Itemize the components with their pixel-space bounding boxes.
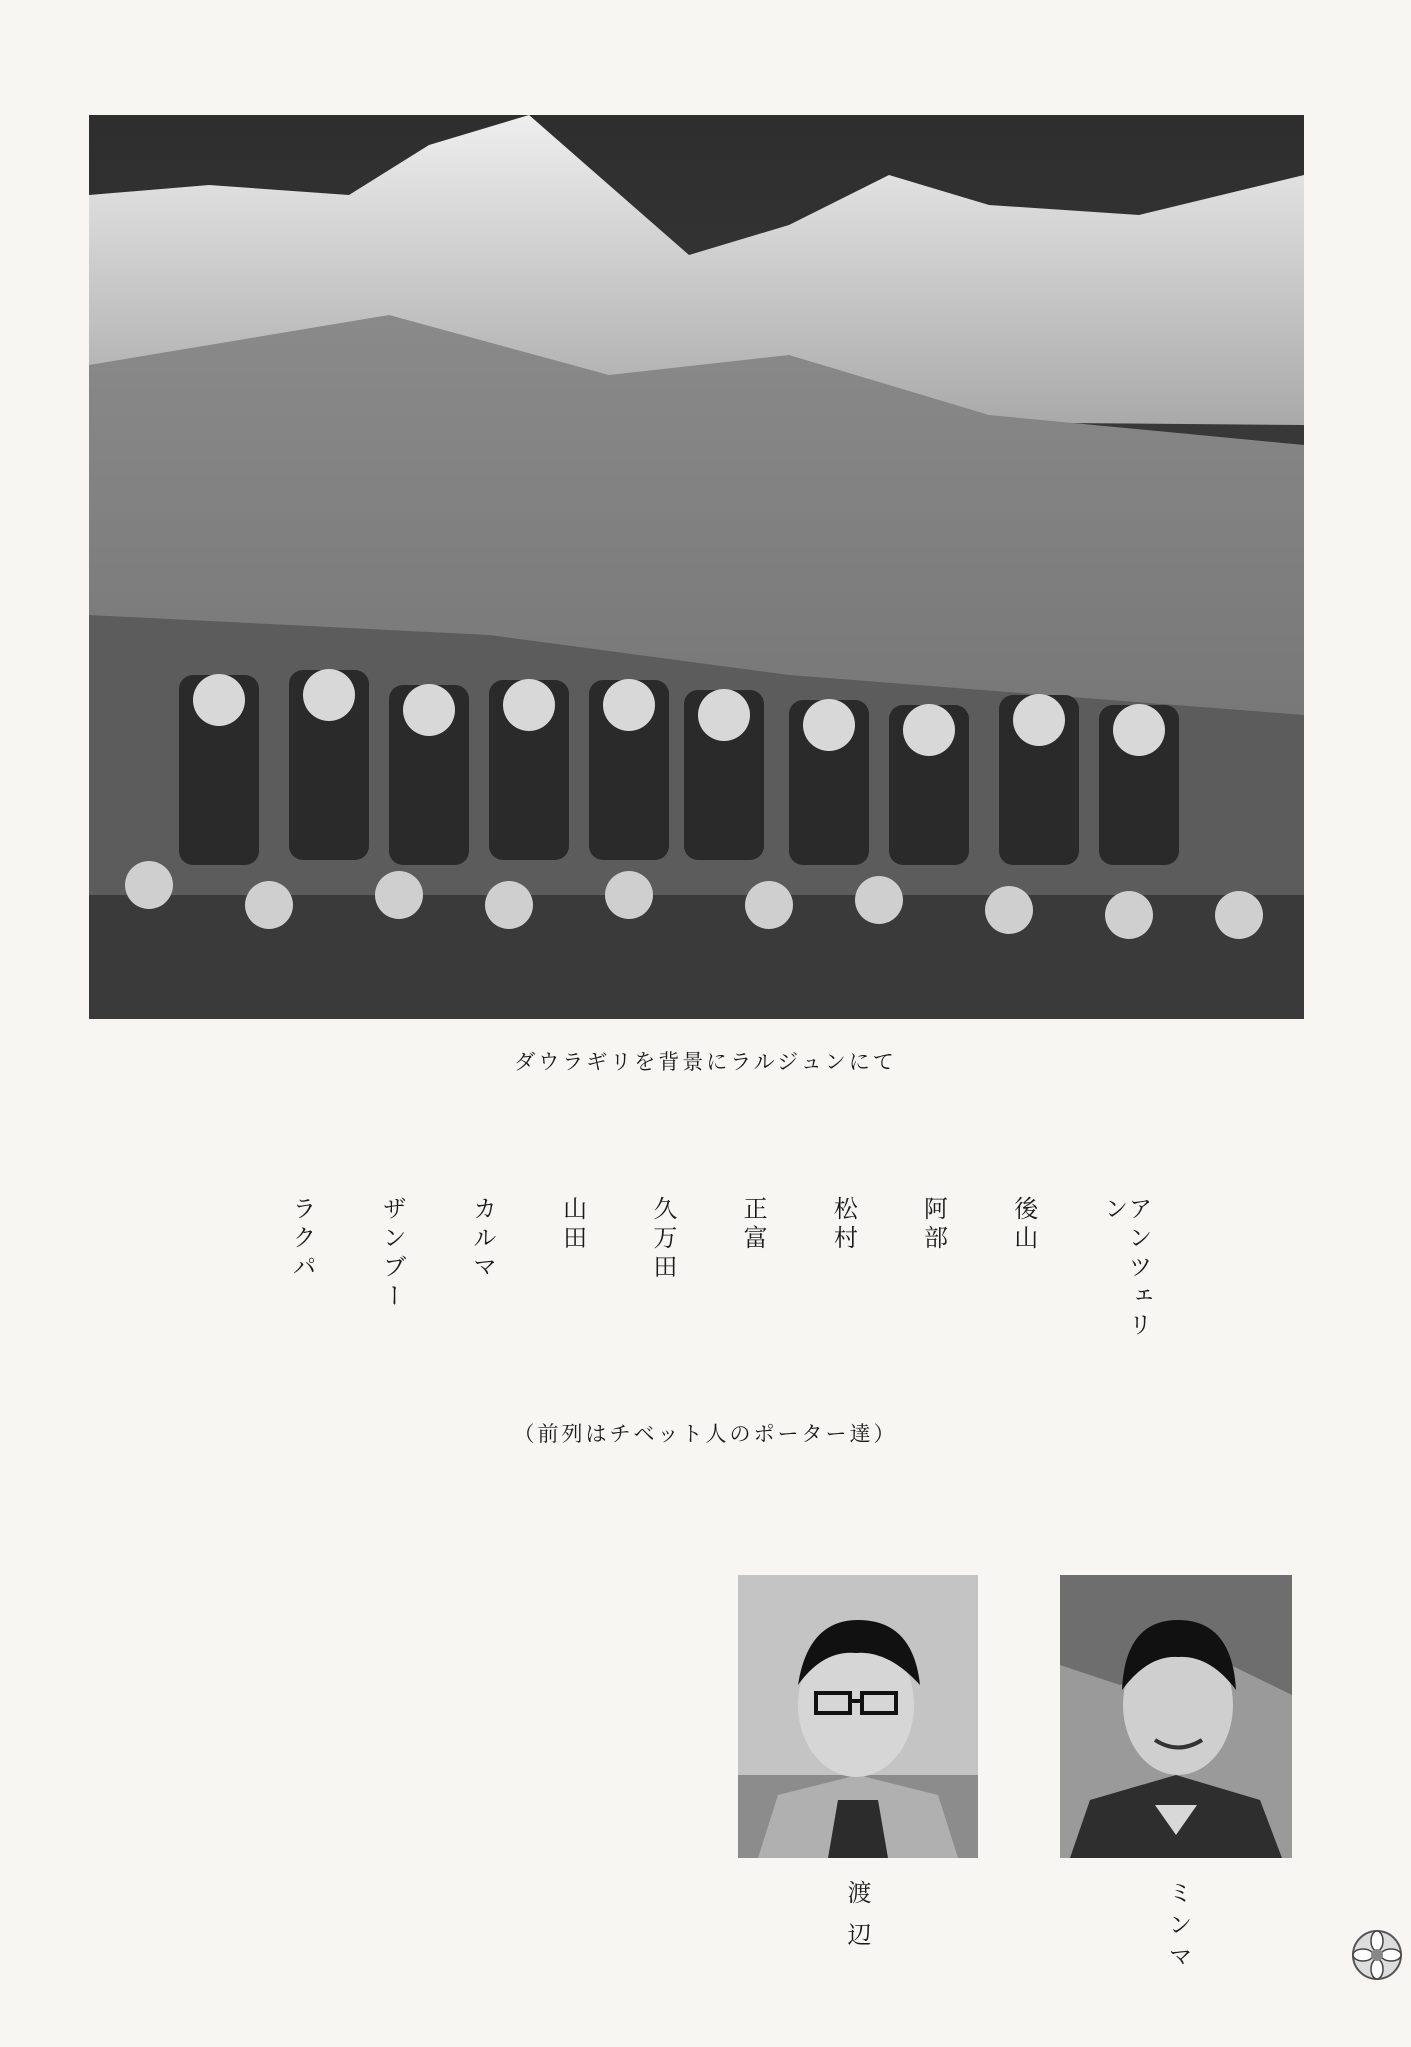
member-name: 山田 xyxy=(558,1196,587,1254)
member-name: カルマ xyxy=(468,1196,497,1283)
portrait-photo-minma xyxy=(1060,1575,1292,1858)
member-name: 阿部 xyxy=(919,1196,948,1254)
member-name: 久万田 xyxy=(648,1196,677,1283)
group-photo xyxy=(89,115,1304,1019)
member-name: ラクパ xyxy=(288,1196,316,1283)
member-name-list xyxy=(290,1196,1150,1366)
member-name: 後山 xyxy=(1009,1196,1038,1254)
member-name: ザンブー xyxy=(378,1196,407,1312)
portrait-name: 渡辺 xyxy=(843,1880,871,1964)
member-name: 正富 xyxy=(739,1196,768,1254)
portrait-image xyxy=(1060,1575,1292,1858)
group-photo-image xyxy=(89,115,1304,1019)
member-name: 松村 xyxy=(829,1196,858,1254)
portrait-image xyxy=(738,1575,978,1858)
member-name: アンツェリン xyxy=(1099,1196,1152,1341)
portrait-photo-watanabe xyxy=(738,1575,978,1858)
porter-note: （前列はチベット人のポーター達） xyxy=(513,1422,898,1446)
photo-caption: ダウラギリを背景にラルジュンにて xyxy=(514,1050,897,1074)
portrait-name: ミンマ xyxy=(1164,1880,1192,1976)
edelweiss-emblem-icon xyxy=(1350,1925,1405,1985)
